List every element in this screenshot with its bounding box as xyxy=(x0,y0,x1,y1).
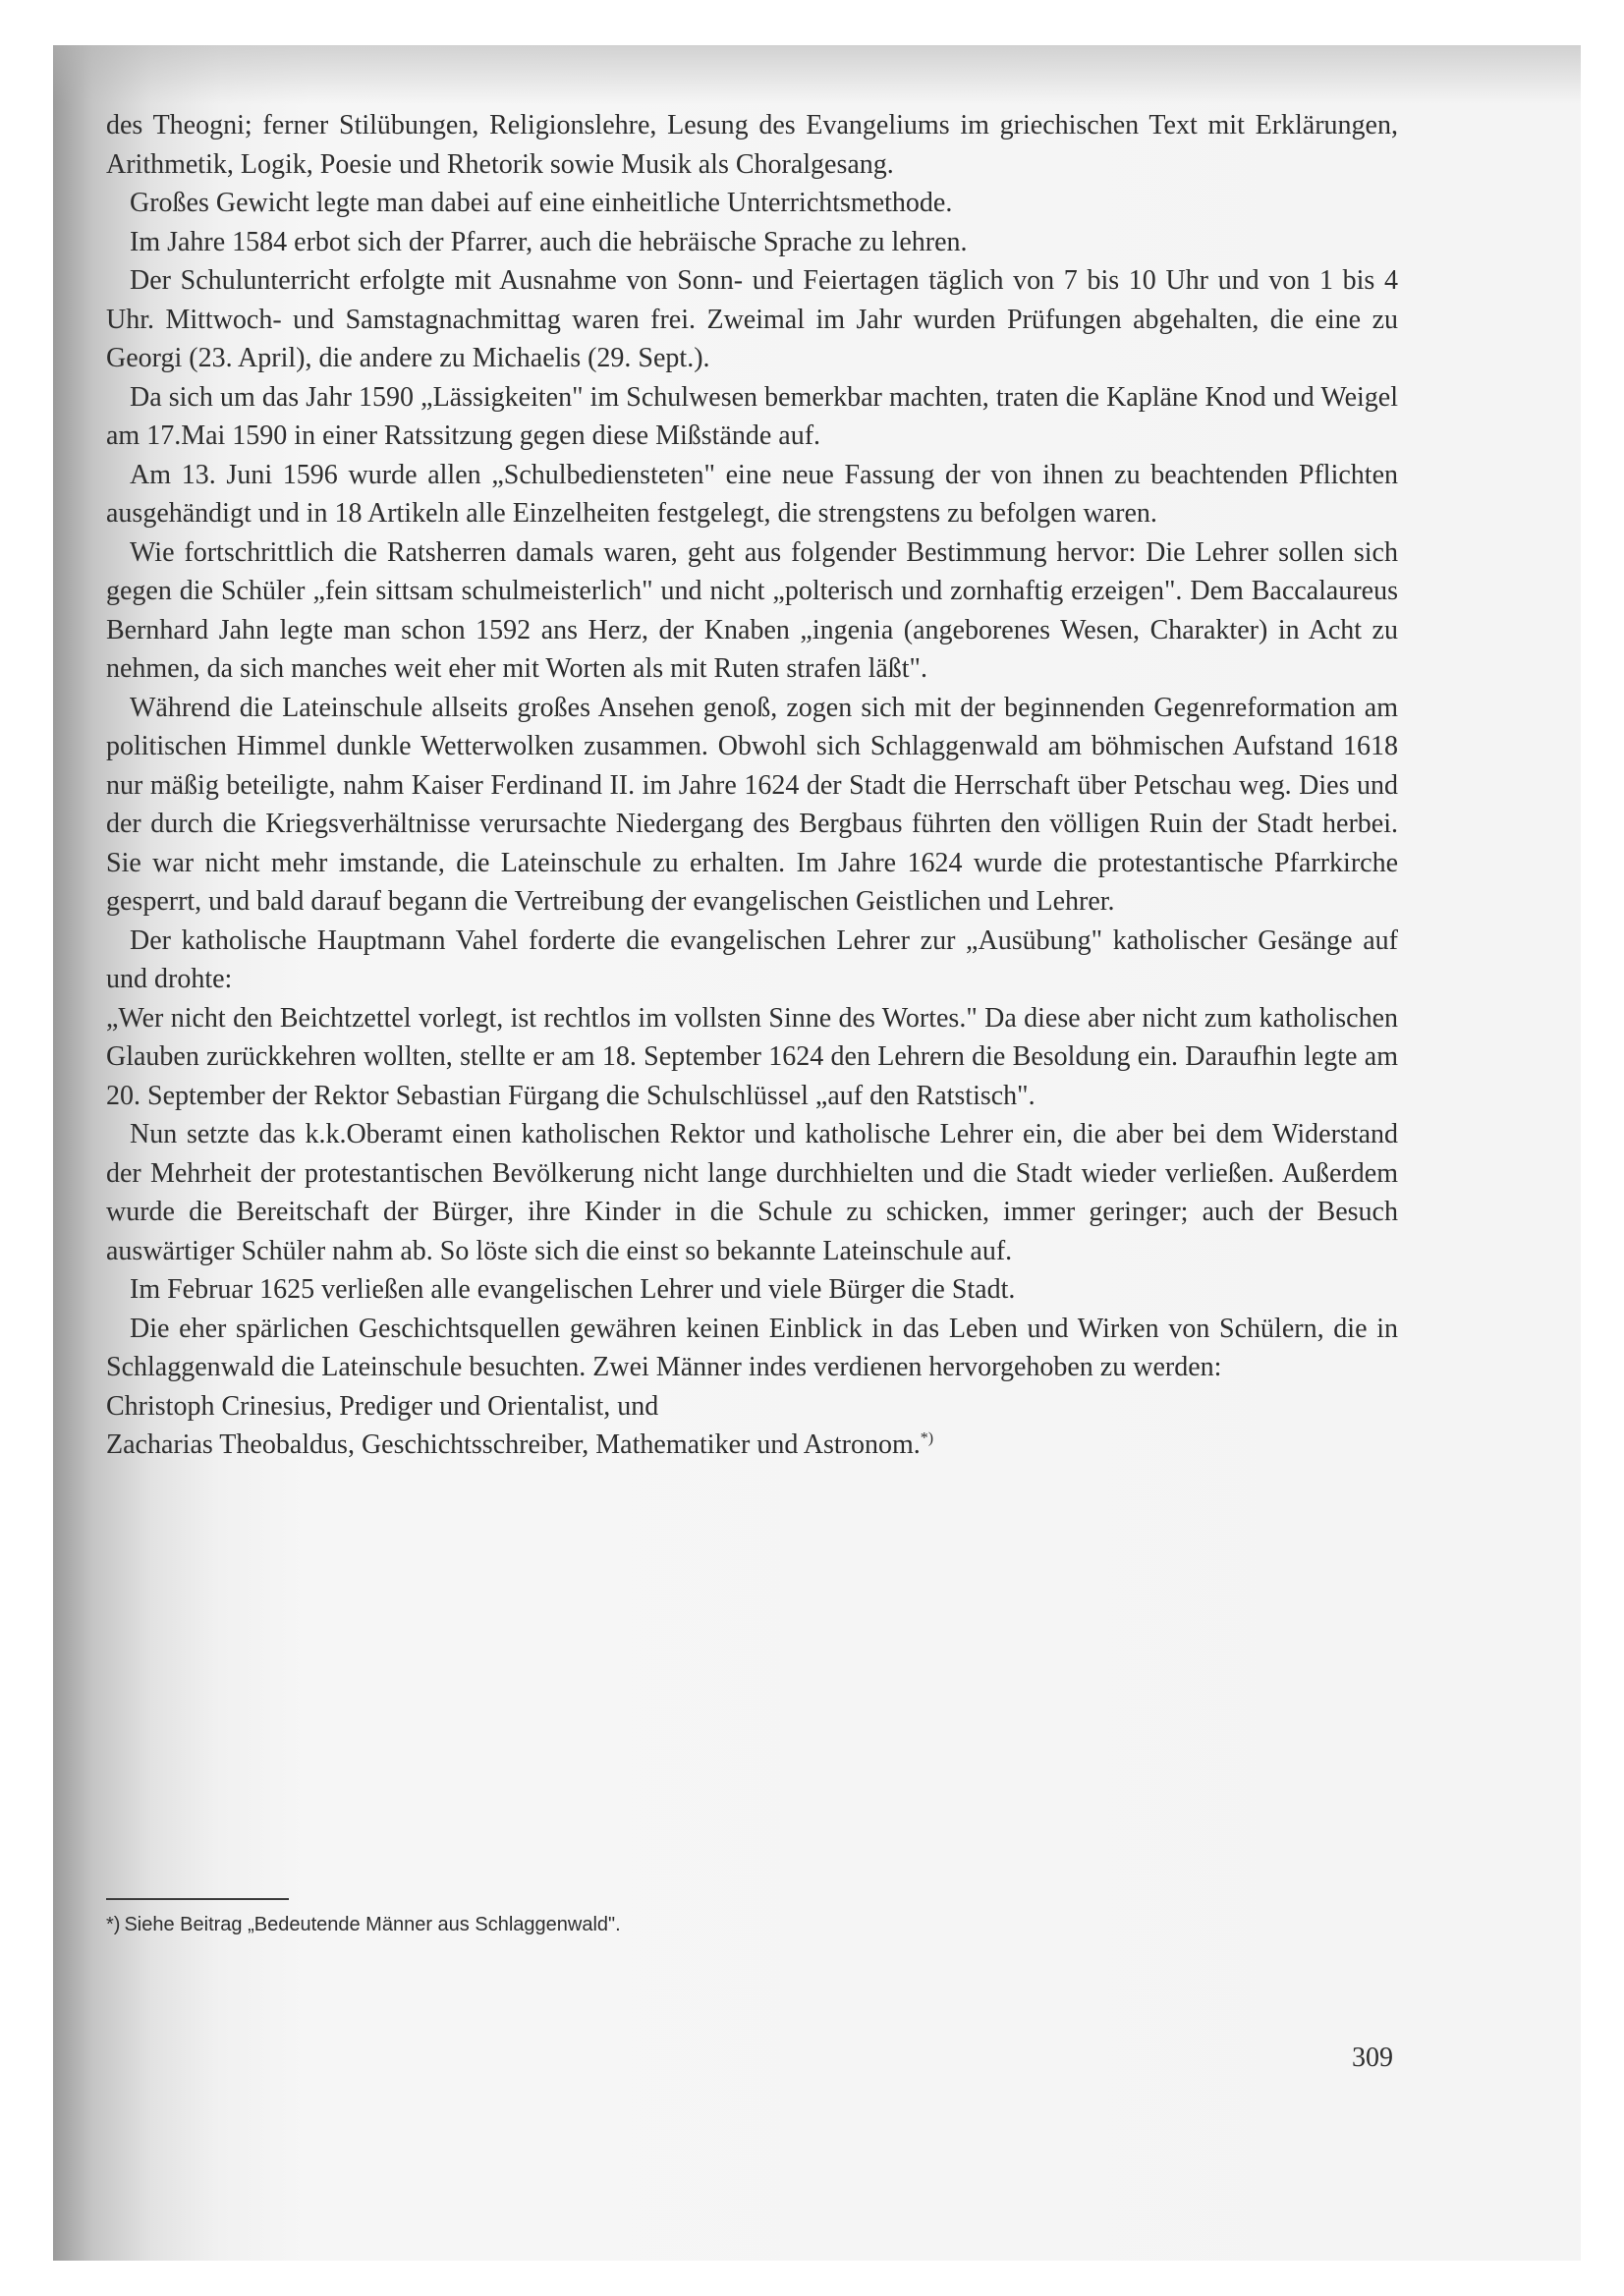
paragraph: Im Jahre 1584 erbot sich der Pfarrer, auch die hebräische Sprache zu lehren. xyxy=(130,226,968,257)
paragraph: Am 13. Juni 1596 wurde allen „Schulbediensteten" eine neue Fassung der von ihnen zu beachtenden Pflichten ausgehändigt und in 18 Artikeln alle Einzelheiten festgelegt, die strengstens zu befolgen waren. xyxy=(106,459,1398,529)
footnote-text: Siehe Beitrag „Bedeutende Männer aus Schlaggenwald". xyxy=(124,1914,621,1935)
paragraph: Wie fortschrittlich die Ratsherren damals waren, geht aus folgender Bestimmung hervor: Die Lehrer sollen sich gegen die Schüler „fein sittsam schulmeisterlich" und nicht „polterisch und zornhaftig erzeigen". Dem Baccalaureus Bernhard Jahn legte man schon 1592 ans Herz, der Knaben „ingenia (angeborenes Wesen, Charakter) in Acht zu nehmen, da sich manches weit eher mit Worten als mit Ruten strafen läßt". xyxy=(106,536,1398,684)
page-number: 309 xyxy=(1352,2043,1393,2073)
footnote-marker: *) xyxy=(106,1914,121,1935)
paragraph: Nun setzte das k.k.Oberamt einen katholischen Rektor und katholische Lehrer ein, die aber bei dem Widerstand der Mehrheit der protestantischen Bevölkerung nicht lange durchhielten und die Stadt wieder verließen. Außerdem wurde die Bereitschaft der Bürger, ihre Kinder in die Schule zu schicken, immer geringer; auch der Besuch auswärtiger Schüler nahm ab. So löste sich die einst so bekannte Lateinschule auf. xyxy=(106,1119,1398,1266)
paragraph: Der katholische Hauptmann Vahel forderte die evangelischen Lehrer zur „Ausübung" katholischer Gesänge auf und drohte: xyxy=(106,924,1398,994)
footnote xyxy=(106,1912,1285,1937)
paragraph: Der Schulunterricht erfolgte mit Ausnahme von Sonn- und Feiertagen täglich von 7 bis 10 Uhr und von 1 bis 4 Uhr. Mittwoch- und Samstagnachmittag waren frei. Zweimal im Jahr wurden Prüfungen abgehalten, die eine zu Georgi (23. April), die andere zu Michaelis (29. Sept.). xyxy=(106,265,1398,373)
paragraph: Die eher spärlichen Geschichtsquellen gewähren keinen Einblick in das Leben und Wirken von Schülern, die in Schlaggenwald die Lateinschule besuchten. Zwei Männer indes verdienen hervorgehoben zu werden: xyxy=(106,1313,1398,1382)
paragraph: Christoph Crinesius, Prediger und Orientalist, und xyxy=(106,1390,659,1422)
body-text xyxy=(106,106,1398,1465)
paragraph: „Wer nicht den Beichtzettel vorlegt, ist rechtlos im vollsten Sinne des Wortes." Da diese aber nicht zum katholischen Glauben zurückkehren wollten, stellte er am 18. September 1624 den Lehrern die Besoldung ein. Daraufhin legte am 20. September der Rektor Sebastian Fürgang die Schulschlüssel „auf den Ratstisch". xyxy=(106,1002,1398,1111)
page-edge-shadow xyxy=(53,45,1581,104)
paragraph: Großes Gewicht legte man dabei auf eine einheitliche Unterrichtsmethode. xyxy=(130,188,953,218)
paragraph: des Theogni; ferner Stilübungen, Religionslehre, Lesung des Evangeliums im griechischen Text mit Erklärungen, Arithmetik, Logik, Poesie und Rhetorik sowie Musik als Choralgesang. xyxy=(106,110,1398,180)
footnote-reference[interactable]: *) xyxy=(920,1429,934,1447)
paragraph: Da sich um das Jahr 1590 „Lässigkeiten" im Schulwesen bemerkbar machten, traten die Kapläne Knod und Weigel am 17.Mai 1590 in einer Ratssitzung gegen diese Mißstände auf. xyxy=(106,381,1398,451)
footnote-divider xyxy=(106,1898,289,1900)
paragraph: Während die Lateinschule allseits großes Ansehen genoß, zogen sich mit der beginnenden Gegenreformation am politischen Himmel dunkle Wetterwolken zusammen. Obwohl sich Schlaggenwald am böhmischen Aufstand 1618 nur mäßig beteiligte, nahm Kaiser Ferdinand II. im Jahre 1624 der Stadt die Herrschaft über Petschau weg. Dies und der durch die Kriegsverhältnisse verursachte Niedergang des Bergbaus führten den völligen Ruin der Stadt herbei. Sie war nicht mehr imstande, die Lateinschule zu erhalten. Im Jahre 1624 wurde die protestantische Pfarrkirche gesperrt, und bald darauf begann die Vertreibung der evangelischen Geistlichen und Lehrer. xyxy=(106,692,1398,917)
paragraph-with-footnote xyxy=(106,1426,1398,1465)
paragraph: Im Februar 1625 verließen alle evangelischen Lehrer und viele Bürger die Stadt. xyxy=(130,1274,1016,1305)
scan-background-left xyxy=(0,0,53,2296)
paragraph-text: Zacharias Theobaldus, Geschichtsschreiber, Mathematiker und Astronom. xyxy=(106,1429,921,1460)
scan-background-top xyxy=(53,0,1624,45)
